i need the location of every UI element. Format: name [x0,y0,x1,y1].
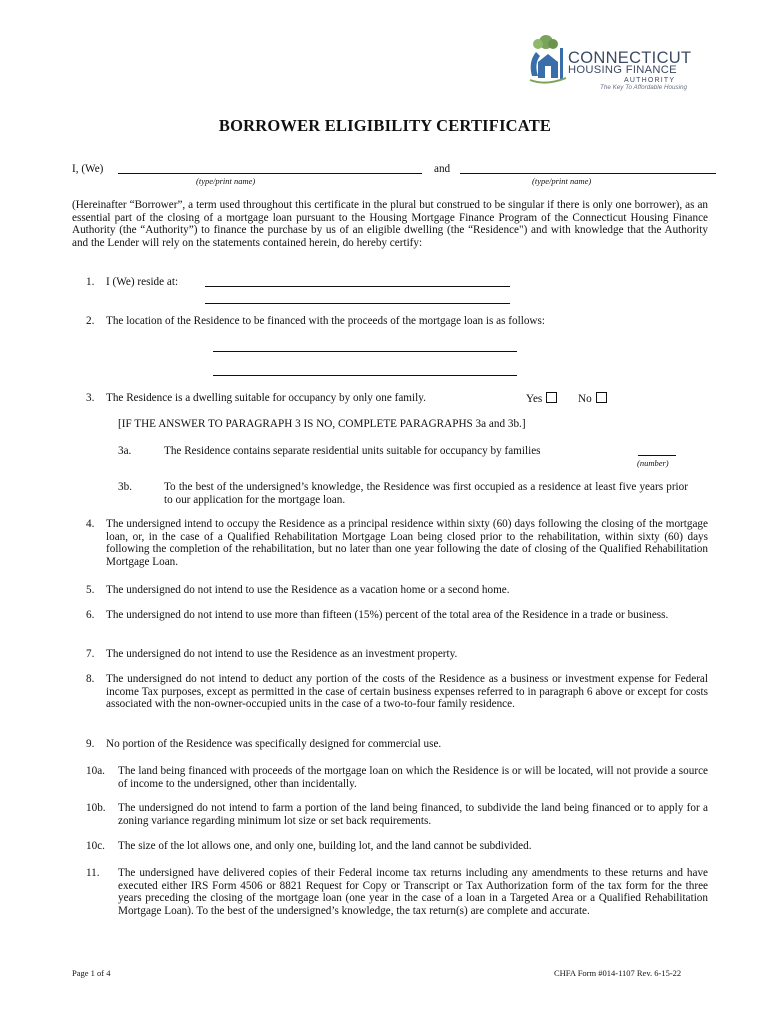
chfa-logo [526,32,716,94]
item-number: 6. [86,609,95,621]
logo-line-3: AUTHORITY [624,77,676,84]
house-tree-logo-icon [526,32,570,84]
item-10a-text: The land being financed with proceeds of the mortgage loan on which the Residence is or will be located, will not provide a source of income to the undersigned, other than incidentally. [118,765,708,790]
name-hint-1: (type/print name) [196,176,256,186]
item-number: 5. [86,584,95,596]
item-10b-text: The undersigned do not intend to farm a portion of the land being financed, to subdivide the land being financed or to apply for a zoning variance regarding minimum lot size or set back requirements. [118,802,708,827]
item-7-text: The undersigned do not intend to use the Residence as an investment property. [106,648,458,660]
families-number-field[interactable] [638,455,676,456]
location-line-1[interactable] [213,351,517,352]
item-3a-text: The Residence contains separate residential units suitable for occupancy by families [164,445,541,457]
item-10c-text: The size of the lot allows one, and only one, building lot, and the land cannot be subdivided. [118,840,532,852]
item-6-text: The undersigned do not intend to use more than fifteen (15%) percent of the total area of the Residence in a trade or business. [106,609,669,621]
item-1-text: I (We) reside at: [106,276,179,288]
yes-checkbox[interactable] [546,392,557,403]
item-number: 1. [86,276,95,288]
and-label: and [434,163,451,175]
logo-line-1: CONNECTICUT [568,49,692,67]
item-number: 11. [86,867,100,879]
page-number: Page 1 of 4 [72,968,111,978]
number-hint: (number) [637,458,669,468]
item-number: 10c. [86,840,105,852]
item-number: 10b. [86,802,106,814]
item-3-text: The Residence is a dwelling suitable for occupancy by only one family. [106,392,426,404]
borrower-name-2-field[interactable] [460,173,716,174]
form-number: CHFA Form #014-1107 Rev. 6-15-22 [554,968,682,978]
no-checkbox[interactable] [596,392,607,403]
yes-label: Yes [526,393,543,405]
we-label: I, (We) [72,163,104,175]
item-number: 9. [86,738,95,750]
logo-line-2: HOUSING FINANCE [568,64,677,76]
item-8-text: The undersigned do not intend to deduct any portion of the costs of the Residence as a business or investment expense for Federal income Tax purposes, except as permitted in the case of certain business expenses referred to in paragraph 6 above or except for costs associated with the non-owner-occupied units in the case of a two-to-four family residence. [106,673,708,711]
name-hint-2: (type/print name) [532,176,592,186]
item-11-text: The undersigned have delivered copies of their Federal income tax returns including any amendments to these returns and have executed either IRS Form 4506 or 8821 Request for Copy or Transcript or Tax Authorization form of the tax form for the three years preceding the closing of the mortgage loan (one year in the case of a loan in a Targeted Area or a Qualified Rehabilitation Mortgage Loan). To the best of the undersigned’s knowledge, the tax return(s) are complete and accurate. [118,867,708,917]
residence-address-line-2[interactable] [205,303,510,304]
item-number: 3. [86,392,95,404]
item-number: 4. [86,518,95,530]
no-label: No [578,393,592,405]
item-number: 3a. [118,445,132,457]
item-number: 3b. [118,481,132,493]
item-number: 8. [86,673,95,685]
item-9-text: No portion of the Residence was specifically designed for commercial use. [106,738,442,750]
logo-tagline: The Key To Affordable Housing [600,84,688,91]
location-line-2[interactable] [213,375,517,376]
borrower-name-1-field[interactable] [118,173,422,174]
residence-address-line-1[interactable] [205,286,510,287]
item-4-text: The undersigned intend to occupy the Residence as a principal residence within sixty (60) days following the closing of the mortgage loan, or, in the case of a Qualified Rehabilitation Mortgage Loan being closed prior to the rehabilitation, within sixty (60) days following the completion of the rehabilitation, but no later than one year following the date of closing of the Qualified Rehabilitation Mortgage Loan. [106,518,708,568]
item-number: 7. [86,648,95,660]
no-option[interactable] [578,392,607,405]
item-number: 10a. [86,765,105,777]
intro-paragraph: (Hereinafter “Borrower”, a term used throughout this certificate in the plural but construed to be singular if there is only one borrower), as an essential part of the closing of a mortgage loan pursuant to the Housing Mortgage Finance Program of the Connecticut Housing Finance Authority (the “Authority”) to finance the purchase by us of an eligible dwelling (the “Residence") and with knowledge that the Authority and the Lender will rely on the statements contained herein, do hereby certify: [72,199,708,249]
item-2-text: The location of the Residence to be financed with the proceeds of the mortgage loan is as follows: [106,315,545,327]
yes-option[interactable] [526,392,557,405]
item-number: 2. [86,315,95,327]
page-title: BORROWER ELIGIBILITY CERTIFICATE [218,116,552,135]
item-3b-text: To the best of the undersigned’s knowledge, the Residence was first occupied as a residence at least five years prior to our application for the mortgage loan. [164,481,688,506]
item-5-text: The undersigned do not intend to use the Residence as a vacation home or a second home. [106,584,510,596]
item-3-note: [IF THE ANSWER TO PARAGRAPH 3 IS NO, COMPLETE PARAGRAPHS 3a and 3b.] [118,418,526,430]
